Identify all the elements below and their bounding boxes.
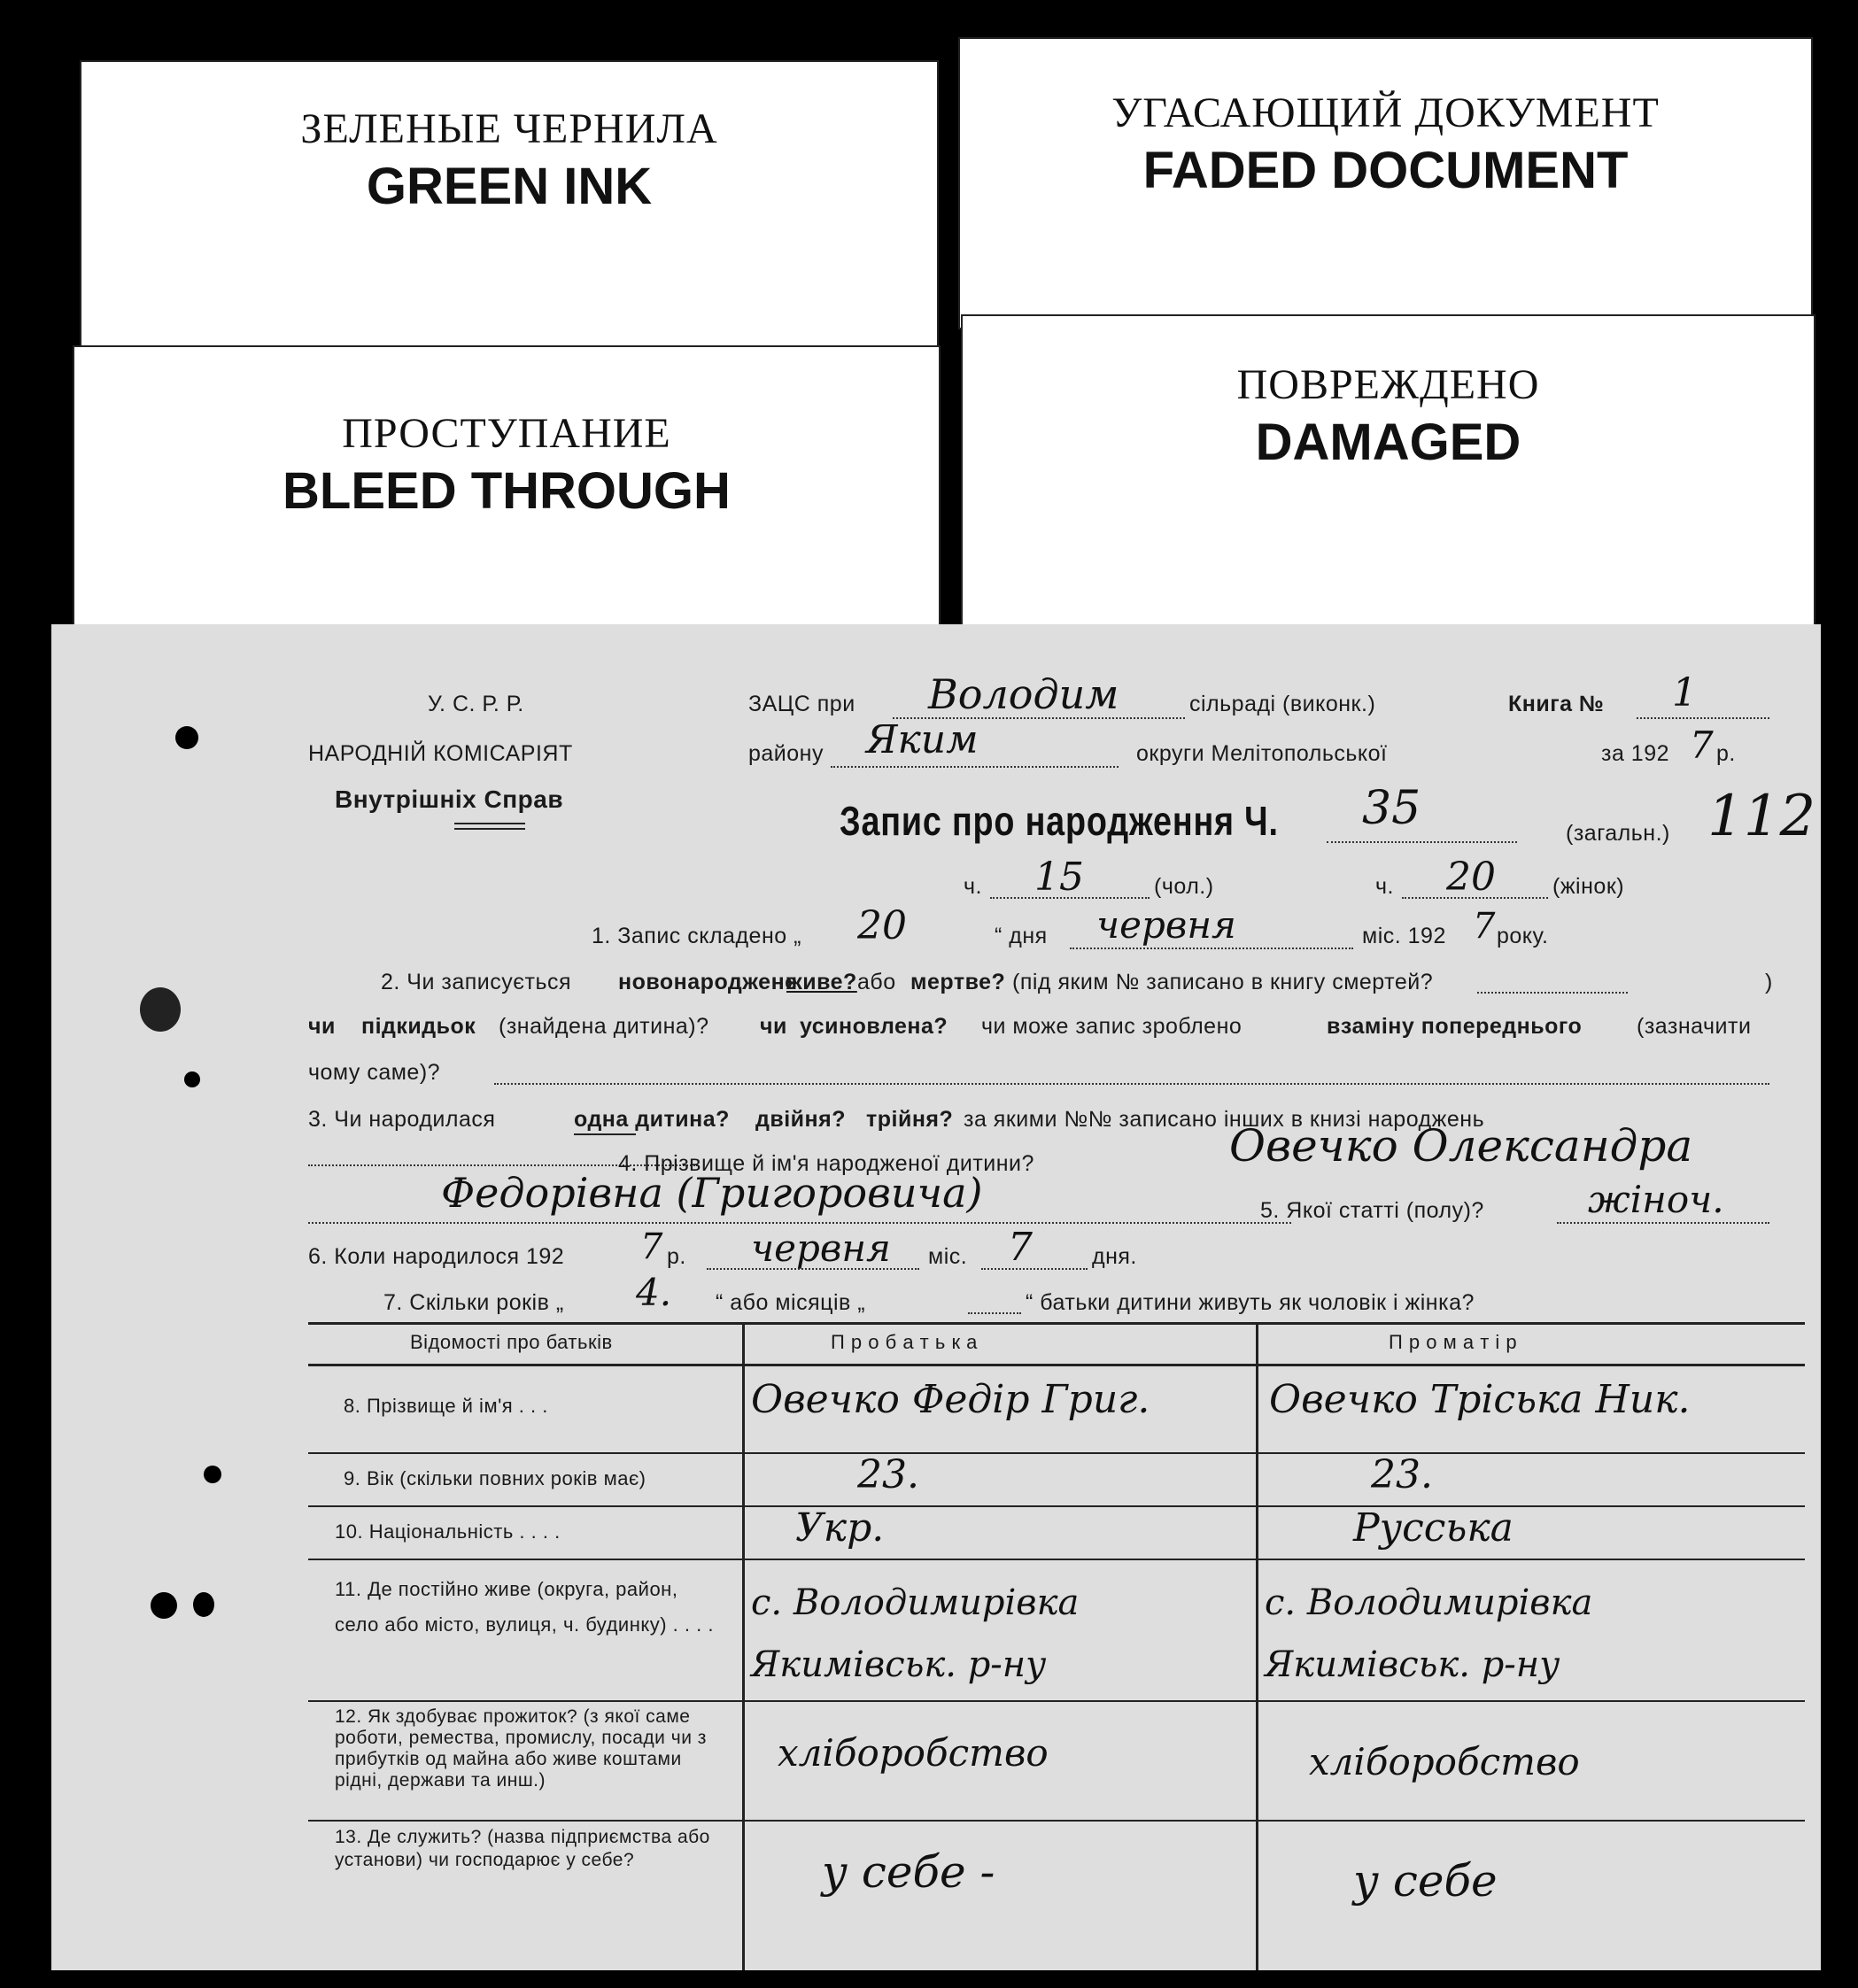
dotted-line (1070, 948, 1353, 949)
table-row-label: 12. Як здобуває прожиток? (з якої саме роботи, ремества, промислу, посади чи з прибутків од майна або живе коштами рідні, держави та инш.) (335, 1706, 707, 1791)
general-label: (загальн.) (1566, 821, 1670, 846)
mother-occupation: хліборобство (1309, 1740, 1580, 1783)
q5-label: 5. Якої статті (полу)? (1260, 1198, 1484, 1223)
green-ink-ru: ЗЕЛЕНЫЕ ЧЕРНИЛА (300, 105, 718, 152)
table-col-divider (1256, 1322, 1258, 1970)
header-underline (454, 823, 525, 824)
q6-year: 7 (640, 1226, 663, 1267)
q2-or3: чи (760, 1014, 787, 1039)
q7-living: “ батьки дитини живуть як чоловік і жінка? (1026, 1290, 1475, 1315)
year-value: 7 (1690, 723, 1714, 767)
q6-day: 7 (1008, 1225, 1033, 1270)
mother-age: 23. (1371, 1452, 1433, 1497)
child-name: Овечко Олександра (1229, 1120, 1693, 1172)
female-ch-label: ч. (1375, 874, 1394, 899)
female-count: 20 (1446, 855, 1496, 900)
bleed-en: BLEED THROUGH (283, 462, 731, 520)
q2-found-child: (знайдена дитина)? (499, 1014, 709, 1039)
child-sex: жіноч. (1588, 1178, 1724, 1221)
silradi-label: сільраді (виконк.) (1189, 692, 1376, 716)
damaged-ru: ПОВРЕЖДЕНО (1236, 361, 1540, 408)
dotted-line (990, 897, 1150, 899)
dotted-line (707, 1268, 919, 1270)
damage-hole (175, 726, 198, 749)
book-label: Книга № (1508, 692, 1605, 716)
bleed-through-card (73, 345, 941, 638)
internal-affairs-label: Внутрішніх Справ (335, 785, 564, 813)
q1-year-label: року. (1497, 924, 1549, 948)
record-number: 35 (1362, 782, 1421, 835)
ussr-label: У. С. Р. Р. (428, 692, 524, 716)
table-row-label: 10. Національність . . . . (335, 1520, 561, 1543)
q2-why: чому саме)? (308, 1060, 441, 1085)
table-col-divider (742, 1322, 745, 1970)
q2-maybe: чи може запис зроблено (981, 1014, 1243, 1039)
table-row-label: 8. Прізвище й ім'я . . . (344, 1395, 548, 1417)
q2-paren: ) (1765, 970, 1773, 994)
table-row-border (308, 1452, 1805, 1454)
q1-day-label: “ дня (995, 924, 1048, 948)
q2-dead: мертве? (910, 970, 1006, 994)
q2-label: 2. Чи записується (381, 970, 572, 994)
dotted-line (981, 1268, 1088, 1270)
q6-month-label: міс. (928, 1244, 968, 1269)
dotted-line (1327, 841, 1517, 843)
q6-year-suffix: р. (667, 1244, 686, 1269)
q7-years: 4. (636, 1271, 672, 1314)
q3-label: 3. Чи народилася (308, 1107, 496, 1132)
table-top-border (308, 1322, 1805, 1325)
dotted-line (1477, 992, 1628, 994)
table-row-label: 11. Де постійно живе (округа, район, село або місто, вулиця, ч. будинку) . . . . (335, 1578, 714, 1636)
dotted-line (1637, 717, 1769, 719)
q2-or: або (857, 970, 896, 994)
table-header-parents: Відомості про батьків (410, 1331, 613, 1353)
faded-en: FADED DOCUMENT (1142, 142, 1629, 199)
q1-year: 7 (1473, 906, 1496, 947)
okrug-label: округи Мелітопольської (1136, 741, 1388, 766)
bleed-ru: ПРОСТУПАНИЕ (342, 410, 671, 457)
q2-adopted: усиновлена? (800, 1014, 948, 1039)
q3-underline (574, 1133, 636, 1135)
dotted-line (1402, 897, 1548, 899)
q3-twins: двійня? (755, 1107, 847, 1132)
table-row-border (308, 1700, 1805, 1702)
q2-instead: взаміну попереднього (1327, 1014, 1583, 1039)
faded-document-card (958, 37, 1813, 329)
dotted-line (308, 1222, 1291, 1224)
q2-newborn: новонароджене (618, 970, 798, 994)
zags-label: ЗАЦС при (748, 692, 855, 716)
birth-record-form (51, 624, 1821, 1970)
damaged-en: DAMAGED (1255, 414, 1521, 471)
record-title: Запис про народження Ч. (840, 798, 1279, 844)
q1-month-label: міс. 192 (1362, 924, 1446, 948)
book-number: 1 (1672, 670, 1697, 716)
dotted-line (831, 766, 1119, 768)
father-nationality: Укр. (795, 1505, 885, 1551)
q7-months-label: “ або місяців „ (716, 1290, 866, 1315)
q1-month: червня (1096, 903, 1236, 947)
mother-nationality: Русська (1353, 1505, 1513, 1551)
damage-hole (193, 1592, 214, 1617)
q2-specify: (зазначити (1637, 1014, 1752, 1039)
header-underline (454, 828, 525, 830)
q2-alive: живе? (786, 970, 857, 994)
q1-day: 20 (857, 903, 907, 948)
female-label: (жінок) (1552, 874, 1625, 899)
q7-label: 7. Скільки років „ (383, 1290, 564, 1315)
q1-label: 1. Запис складено „ (592, 924, 801, 948)
q3-others: за якими №№ записано інших в книзі народжень (964, 1107, 1485, 1132)
green-ink-card (80, 60, 939, 370)
q6-day-label: дня. (1092, 1244, 1137, 1269)
q3-triplets: трійня? (866, 1107, 954, 1132)
table-row-label: 9. Вік (скільки повних років має) (344, 1467, 646, 1489)
table-row-border (308, 1820, 1805, 1822)
damage-hole (140, 987, 181, 1032)
faded-ru: УГАСАЮЩИЙ ДОКУМЕНТ (1111, 89, 1660, 136)
father-age: 23. (857, 1452, 919, 1497)
male-label: (чол.) (1154, 874, 1214, 899)
q2-or2: чи (308, 1014, 336, 1039)
table-header-mother: П р о м а т і р (1389, 1331, 1518, 1353)
table-header-border (308, 1364, 1805, 1366)
mother-workplace: у себе (1353, 1855, 1498, 1907)
father-name: Овечко Федір Григ. (751, 1377, 1150, 1422)
table-header-father: П р о б а т ь к а (831, 1331, 978, 1353)
dotted-line (494, 1083, 1769, 1085)
table-row-border (308, 1505, 1805, 1507)
q2-foundling: підкидьок (361, 1014, 476, 1039)
raion-value: Яким (866, 717, 979, 762)
father-residence: с. Володимирівка Якимівськ. р-ну (751, 1582, 1080, 1685)
damage-hole (184, 1071, 200, 1087)
male-count: 15 (1034, 855, 1084, 900)
punch-hole (204, 1466, 221, 1483)
q3-single: одна дитина? (574, 1107, 730, 1132)
table-row-border (308, 1559, 1805, 1560)
table-row-label: 13. Де служить? (назва підприємства або установи) чи господарює у себе? (335, 1827, 710, 1870)
q6-month: червня (751, 1226, 891, 1270)
q4-label: 4. Прізвище й ім'я народженої дитини? (618, 1151, 1034, 1176)
commissariat-label: НАРОДНІЙ КОМІСАРІЯТ (308, 741, 573, 766)
child-patronymic: Федорівна (Григоровича) (441, 1169, 983, 1217)
zags-value: Володим (928, 670, 1119, 718)
damaged-card (961, 314, 1815, 629)
mother-residence: с. Володимирівка Якимівськ. р-ну (1265, 1582, 1593, 1685)
q6-label: 6. Коли народилося 192 (308, 1244, 565, 1269)
father-occupation: хліборобство (778, 1731, 1049, 1775)
year-label: за 192 (1601, 741, 1670, 766)
dotted-line (968, 1312, 1021, 1314)
father-workplace: у себе - (822, 1846, 995, 1898)
margin-number: 112 (1707, 784, 1816, 849)
damage-hole (151, 1592, 177, 1619)
green-ink-en: GREEN INK (366, 158, 653, 215)
year-suffix: р. (1716, 741, 1736, 766)
male-ch-label: ч. (964, 874, 982, 899)
mother-name: Овечко Тріська Ник. (1269, 1377, 1691, 1422)
raion-label: району (748, 741, 824, 766)
dotted-line (1557, 1222, 1769, 1224)
q2-death-book: (під яким № записано в книгу смертей? (1012, 970, 1434, 994)
